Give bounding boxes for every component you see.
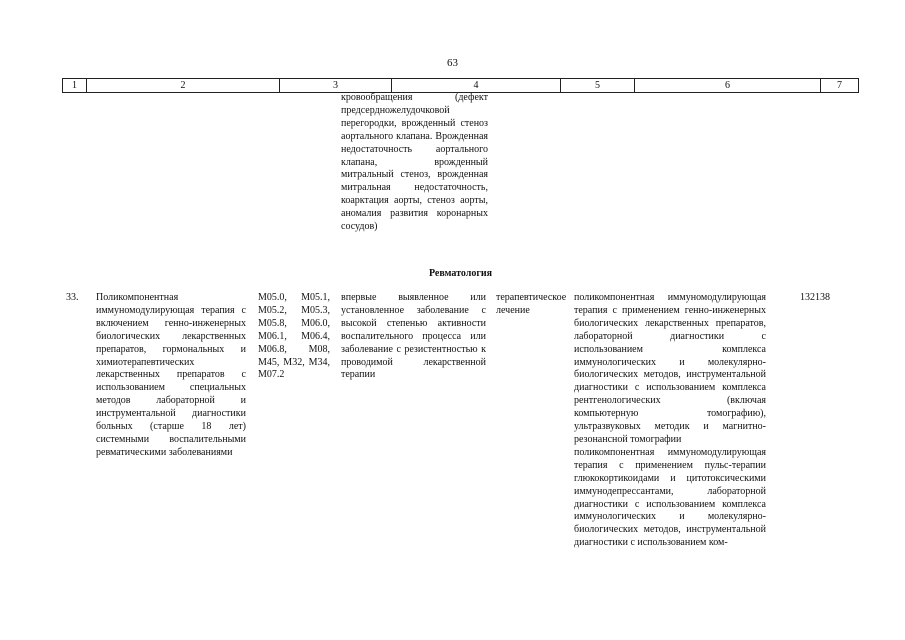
cost-value: 132138 bbox=[800, 292, 830, 303]
column-header-2: 2 bbox=[86, 79, 279, 92]
treatment-methods bbox=[574, 292, 766, 550]
column-header-row bbox=[62, 78, 859, 93]
row-number: 33. bbox=[66, 292, 79, 303]
icd-codes: M05.0, M05.1, M05.2, M05.3, M05.8, M06.0, M06.1, M06.4, M06.8, M08, M45, M32, M34, M07.2 bbox=[258, 292, 330, 381]
column-header-3: 3 bbox=[279, 79, 391, 92]
column-header-7: 7 bbox=[820, 79, 859, 92]
continued-diagnosis-text: кровообращения (дефект предсердножелудочковой перегородки, врожденный стеноз аортального клапана. Врожденная недостаточность аортального клапана, врожденный митральный стеноз, врожденная митральная недостаточность, коарктация аорты, стеноз аорты, аномалия развития коронарных сосудов) bbox=[341, 92, 488, 233]
column-header-6: 6 bbox=[634, 79, 820, 92]
care-type-name: Поликомпонентная иммуномодулирующая терапия с включением генно-инженерных биологических лекарственных препаратов, гормональных и химиотерапевтических лекарственных препаратов с использованием специальных методов лабораторной и инструментальной диагностики больных (старше 18 лет) системными воспалительными ревматическими заболеваниями bbox=[96, 292, 246, 458]
column-header-1: 1 bbox=[62, 79, 86, 92]
treatment-method-2: поликомпонентная иммуномодулирующая терапия с применением пульс-терапии глюкокортикоидами и цитотоксическими иммунодепрессантами, лабораторной диагностики с использованием комплекса иммунологических и молекулярно-биологических методов, инструментальной диагностики с использованием ком- bbox=[574, 446, 766, 549]
patient-model: впервые выявленное или установленное заболевание с высокой степенью активности воспалительного процесса или заболевание с резистентностью к проводимой лекарственной терапии bbox=[341, 292, 486, 381]
section-title: Ревматология bbox=[428, 268, 493, 279]
column-header-4: 4 bbox=[391, 79, 560, 92]
treatment-type: терапевтическое лечение bbox=[496, 292, 567, 316]
column-header-5: 5 bbox=[560, 79, 634, 92]
page-number: 63 bbox=[447, 57, 458, 69]
treatment-method-1: поликомпонентная иммуномодулирующая терапия с применением генно-инженерных биологических лекарственных препаратов, лабораторной диагностики с использованием комплекса иммунологических и молекулярно-биологических методов, инструментальной диагностики с использованием комплекса рентгенологических (включая компьютерную томографию), ультразвуковых методик и магнитно-резонансной томографии bbox=[574, 292, 766, 445]
